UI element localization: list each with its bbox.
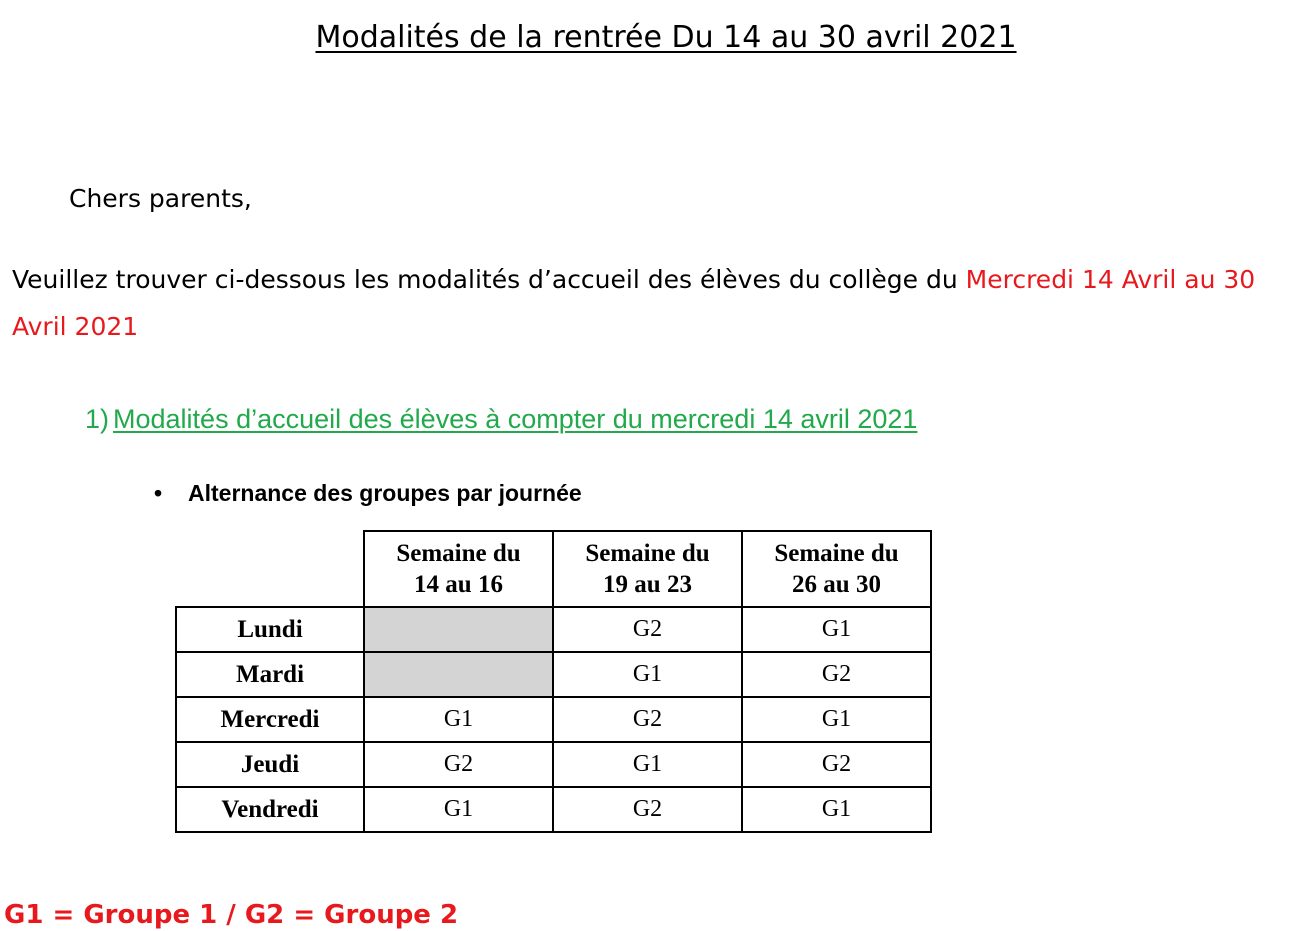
group-legend: G1 = Groupe 1 / G2 = Groupe 2 — [4, 900, 459, 930]
row-header-day: Mardi — [176, 652, 364, 697]
table-row — [176, 652, 931, 697]
table-row — [176, 607, 931, 652]
row-header-day: Vendredi — [176, 787, 364, 832]
table-cell: G2 — [364, 742, 553, 787]
section-number: 1) — [85, 404, 110, 434]
table-cell: G1 — [364, 787, 553, 832]
table-cell-empty — [364, 607, 553, 652]
bullet-text: Alternance des groupes par journée — [188, 480, 582, 506]
row-header-day: Mercredi — [176, 697, 364, 742]
table-cell: G2 — [553, 697, 742, 742]
table-cell-empty — [364, 652, 553, 697]
intro-date-range: Mercredi 14 Avril au 30 Avril 2021 — [12, 265, 1256, 341]
table-header-row — [176, 531, 931, 607]
table-cell: G2 — [553, 607, 742, 652]
table-cell: G1 — [553, 652, 742, 697]
intro-paragraph — [12, 256, 1300, 350]
column-header-week-3: Semaine du 26 au 30 — [742, 531, 931, 607]
table-row — [176, 697, 931, 742]
column-header-week-1: Semaine du 14 au 16 — [364, 531, 553, 607]
intro-text: Veuillez trouver ci-dessous les modalités d’accueil des élèves du collège du — [12, 265, 966, 294]
document-title: Modalités de la rentrée Du 14 au 30 avril 2021 — [315, 20, 1017, 55]
table-cell: G1 — [742, 697, 931, 742]
section-heading — [85, 404, 917, 435]
row-header-day: Lundi — [176, 607, 364, 652]
bullet-item — [154, 480, 582, 507]
table-cell: G1 — [742, 787, 931, 832]
table-cell: G1 — [742, 607, 931, 652]
table-row — [176, 742, 931, 787]
row-header-day: Jeudi — [176, 742, 364, 787]
table-corner-cell — [176, 531, 364, 607]
table-cell: G2 — [742, 742, 931, 787]
column-header-week-2: Semaine du 19 au 23 — [553, 531, 742, 607]
table-cell: G1 — [364, 697, 553, 742]
schedule-table — [175, 530, 932, 833]
table-cell: G1 — [553, 742, 742, 787]
bullet-icon: • — [154, 480, 163, 506]
section-heading-text: Modalités d’accueil des élèves à compter du mercredi 14 avril 2021 — [113, 404, 918, 434]
table-cell: G2 — [742, 652, 931, 697]
table-row — [176, 787, 931, 832]
table-cell: G2 — [553, 787, 742, 832]
greeting: Chers parents, — [69, 184, 252, 213]
